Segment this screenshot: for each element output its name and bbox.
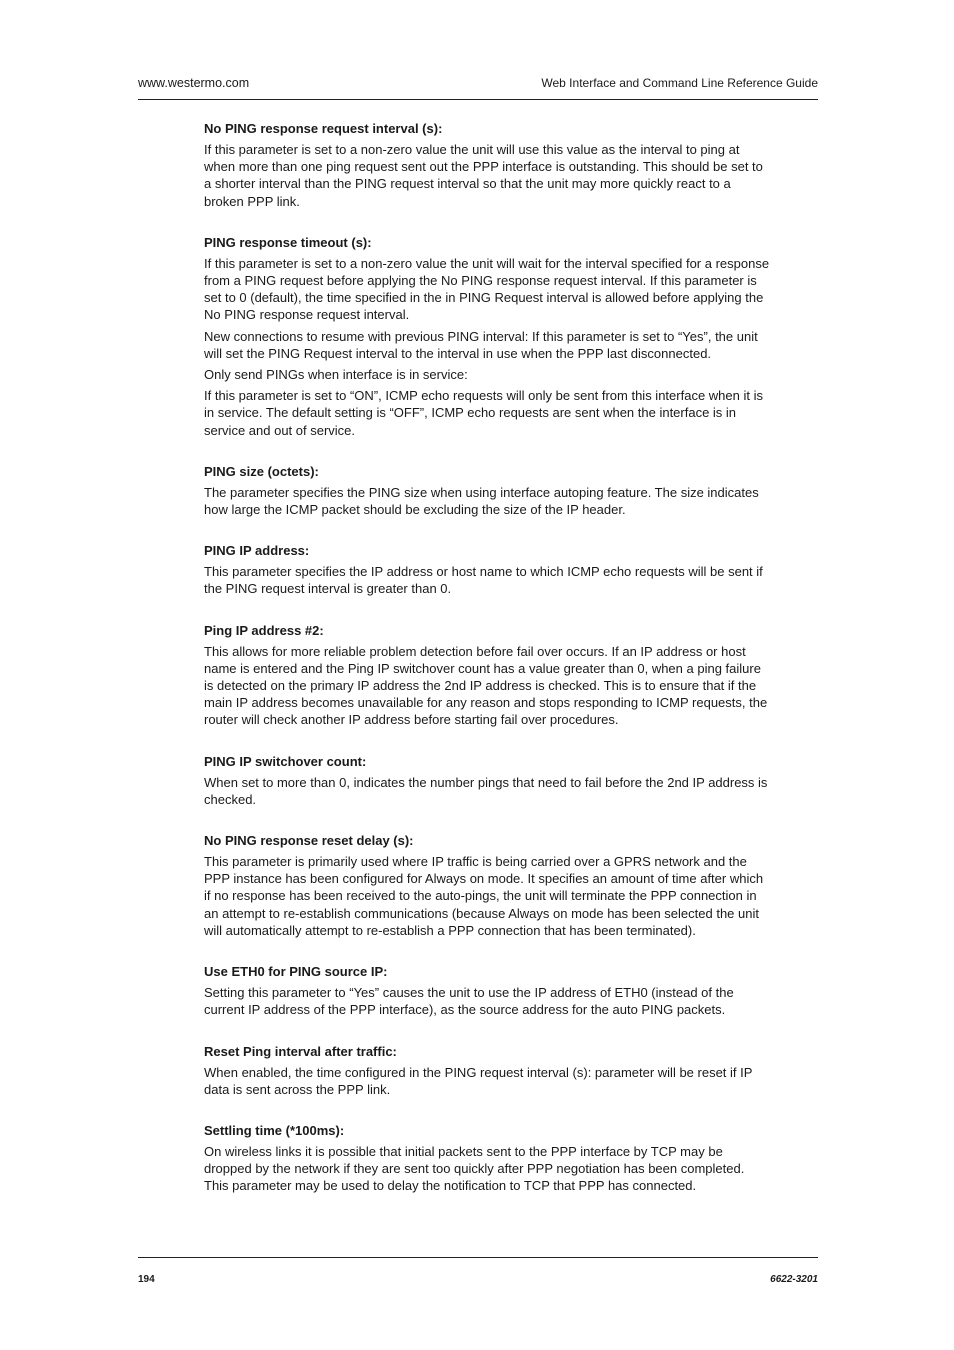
section-heading: PING size (octets): <box>204 463 319 479</box>
section-heading: No PING response reset delay (s): <box>204 833 414 849</box>
section-heading: PING response timeout (s): <box>204 234 372 250</box>
section-paragraph: This allows for more reliable problem detection before fail over occurs. If an IP address or host name is entered and the Ping IP switchover count has a value greater than 0, when a ping failure is detected on the primary IP address the 2nd IP address is checked. This is to ensure that if the main IP address becomes unavailable for any reason and stops responding to ICMP requests, the router will check another IP address before starting fail over procedures. <box>204 643 768 728</box>
section-no-ping-response-request-interval <box>204 120 772 210</box>
section-paragraph: When enabled, the time configured in the PING request interval (s): parameter will be reset if IP data is sent across the PPP link. <box>204 1064 753 1097</box>
section-ping-ip-switchover-count <box>204 753 772 808</box>
guide-title: Web Interface and Command Line Reference Guide <box>541 76 818 90</box>
section-ping-response-timeout <box>204 234 772 439</box>
section-paragraph: Setting this parameter to “Yes” causes the unit to use the IP address of ETH0 (instead of the current IP address of the PPP interface), as the source address for the auto PING packets. <box>204 985 734 1018</box>
section-paragraph: Only send PINGs when interface is in service: <box>204 367 468 383</box>
section-paragraph: This parameter is primarily used where IP traffic is being carried over a GPRS network and the PPP instance has been configured for Always on mode. It specifies an amount of time after which if no response has been received to the auto-pings, the unit will terminate the PPP connection in an attempt to re-establish communications (because Always on mode has been selected the unit will automatically attempt to re-establish a PPP connection that has been terminated). <box>204 854 764 938</box>
section-ping-ip-address-2 <box>204 622 772 729</box>
section-reset-ping-interval <box>204 1043 772 1098</box>
section-heading: No PING response request interval (s): <box>204 121 443 136</box>
section-paragraph: If this parameter is set to “ON”, ICMP echo requests will only be sent from this interface when it is in service. The default setting is “OFF”, ICMP echo requests are sent when the interface is in service and out of service. <box>204 388 763 438</box>
section-heading: Use ETH0 for PING source IP: <box>204 964 388 980</box>
section-heading: Ping IP address #2: <box>204 622 324 638</box>
section-paragraph: This parameter specifies the IP address or host name to which ICMP echo requests will be sent if the PING request interval is greater than 0. <box>204 564 763 597</box>
section-paragraph: The parameter specifies the PING size when using interface autoping feature. The size indicates how large the ICMP packet should be excluding the size of the IP header. <box>204 484 759 518</box>
page-number: 194 <box>138 1274 155 1285</box>
section-ping-size <box>204 463 772 518</box>
section-paragraph: New connections to resume with previous PING interval: If this parameter is set to “Yes”, the unit will set the PING Request interval to the interval in use when the PPP last disconnected. <box>204 328 758 361</box>
document-number: 6622-3201 <box>770 1274 818 1285</box>
section-heading: PING IP switchover count: <box>204 753 367 769</box>
section-paragraph: When set to more than 0, indicates the number pings that need to fail before the 2nd IP address is checked. <box>204 774 768 807</box>
section-paragraph: If this parameter is set to a non-zero value the unit will use this value as the interval to ping at when more than one ping request sent out the PPP interface is outstanding. This should be set to a shorter interval than the PING request interval so that the unit may more quickly react to a broken PPP link. <box>204 142 763 209</box>
footer-divider <box>138 1257 818 1258</box>
page-header <box>138 76 818 100</box>
website-url: www.westermo.com <box>138 76 250 90</box>
section-paragraph: On wireless links it is possible that initial packets sent to the PPP interface by TCP may be dropped by the network if they are sent too quickly after PPP negotiation has been completed. This parameter may be used to delay the notification to TCP that PPP has connected. <box>204 1143 745 1194</box>
section-heading: Reset Ping interval after traffic: <box>204 1043 397 1059</box>
section-heading: Settling time (*100ms): <box>204 1122 345 1138</box>
section-paragraph: If this parameter is set to a non-zero value the unit will wait for the interval specified for a response from a PING request before applying the No PING response request interval. If this parameter is set to 0 (default), the time specified in the in PING Request interval is allowed before applying the No PING response request interval. <box>204 255 770 323</box>
section-use-eth0-for-ping-source <box>204 963 772 1018</box>
section-heading: PING IP address: <box>204 543 310 559</box>
page-body <box>204 120 772 1219</box>
section-ping-ip-address <box>204 542 772 597</box>
header-divider <box>138 99 818 100</box>
section-settling-time <box>204 1122 772 1195</box>
section-no-ping-response-reset-delay <box>204 832 772 939</box>
